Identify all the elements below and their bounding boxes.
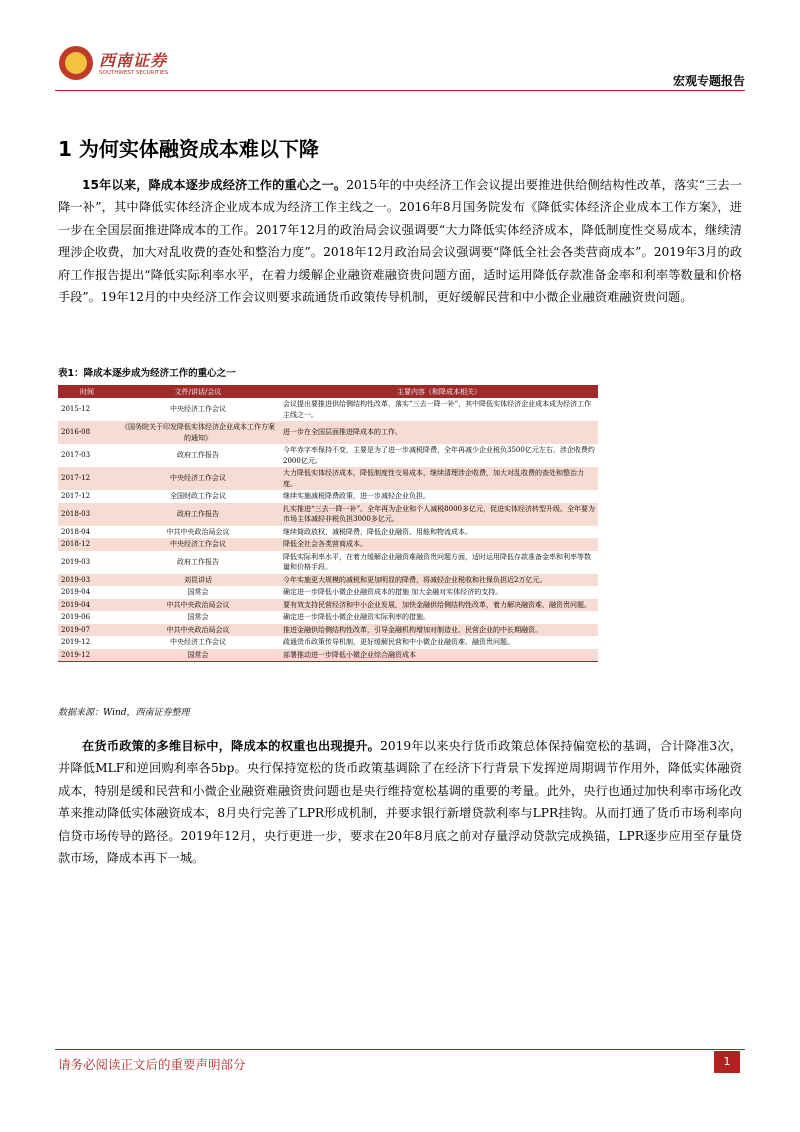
table-row — [58, 611, 598, 624]
table-row — [58, 503, 598, 526]
cell-document: 中央经济工作会议 — [116, 538, 280, 551]
table-row — [58, 599, 598, 612]
cell-date: 2019-04 — [58, 599, 116, 612]
column-header-content: 主要内容（和降成本相关） — [280, 385, 598, 398]
cell-document: 中央经济工作会议 — [116, 636, 280, 649]
cell-content: 降低实际利率水平，在着力缓解企业融资难融资贵问题方面，适时运用降低存款准备金率和利率等数量和价格手段。 — [280, 551, 598, 574]
cell-content: 今年实施更大规模的减税和更加明显的降费，将减轻企业税收和社保负担近2万亿元。 — [280, 574, 598, 587]
table-header-row — [58, 385, 598, 398]
cell-date: 2019-03 — [58, 551, 116, 574]
cell-date: 2018-03 — [58, 503, 116, 526]
table-row — [58, 538, 598, 551]
table-body — [58, 398, 598, 662]
cell-document: 中共中央政治局会议 — [116, 624, 280, 637]
footer-notice: 请务必阅读正文后的重要声明部分 — [58, 1057, 246, 1072]
cell-document: 中央经济工作会议 — [116, 467, 280, 490]
logo-emblem-icon — [59, 46, 93, 80]
section-heading: 1 为何实体融资成本难以下降 — [58, 137, 319, 161]
cell-date: 2019-03 — [58, 574, 116, 587]
cell-document: 刘昆讲话 — [116, 574, 280, 587]
table-row — [58, 636, 598, 649]
cell-content: 大力降低实体经济成本，降低制度性交易成本，继续清理涉企收费，加大对乱收费的查处和整治力度。 — [280, 467, 598, 490]
cell-document: 中共中央政治局会议 — [116, 526, 280, 539]
table-row — [58, 649, 598, 662]
table-title: 表1：降成本逐步成为经济工作的重心之一 — [58, 368, 236, 379]
cell-document: 国常会 — [116, 586, 280, 599]
cell-date: 2019-07 — [58, 624, 116, 637]
report-type: 宏观专题报告 — [672, 74, 745, 88]
cell-content: 扎实推进“三去一降一补”。全年再为企业和个人减税8000多亿元，促进实体经济转型升级。全年要为市场主体减轻非税负担3000多亿元。 — [280, 503, 598, 526]
cell-content: 确定进一步降低小微企业融资成本的措施 加大金融对实体经济的支持。 — [280, 586, 598, 599]
table-row — [58, 490, 598, 503]
paragraph-1-lead: 15年以来，降成本逐步成经济工作的重心之一。 — [82, 178, 347, 192]
cell-content: 继续简政放权，减税降费，降低企业融资、用能和物流成本。 — [280, 526, 598, 539]
cell-content: 推进金融供给侧结构性改革，引导金融机构增加对制造业、民营企业的中长期融资。 — [280, 624, 598, 637]
paragraph-1-body: 2015年的中央经济工作会议提出要推进供给侧结构性改革，落实“三去一降一补”，其中降低实体经济企业成本成为经济工作主线之一。2016年8月国务院发布《降低实体经济企业成本工作方案》，进一步在全国层面推进降成本的工作。2017年12月的政治局会议强调要“大力降低实体经济成本，降低制度性交易成本，继续清理涉企收费，加大对乱收费的查处和整治力度”。2018年12月政治局会议强调要“降低全社会各类营商成本”。2019年3月的政府工作报告提出“降低实际利率水平，在着力缓解企业融资难融资贵问题方面，适时运用降低存款准备金率和利率等数量和价格手段”。19年12月的中央经济工作会议则要求疏通货币政策传导机制，更好缓解民营和中小微企业融资难融资贵问题。 — [58, 178, 742, 305]
logo-english-name: SOUTHWEST SECURITIES — [99, 70, 169, 76]
policy-table — [58, 385, 598, 662]
cell-document: 《国务院关于印发降低实体经济企业成本工作方案的通知》 — [116, 421, 280, 444]
paragraph-2-body: 2019年以来央行货币政策总体保持偏宽松的基调，合计降准3次，并降低MLF和逆回购利率各5bp。央行保持宽松的货币政策基调除了在经济下行背景下发挥逆周期调节作用外，降低实体融资成本，特别是缓和民营和小微企业融资难融资贵问题也是央行维持宽松基调的重要的考量。此外，央行也通过加快利率市场化改革来推动降低实体融资成本，8月央行完善了LPR形成机制，并要求银行新增贷款利率与LPR挂钩。从而打通了货币市场利率向信贷市场传导的路径。2019年12月，央行更进一步，要求在20年8月底之前对存量浮动贷款完成换锚，LPR逐步应用至存量贷款市场，降成本再下一城。 — [58, 739, 742, 866]
cell-date: 2018-12 — [58, 538, 116, 551]
cell-content: 部署推动进一步降低小微企业综合融资成本 — [280, 649, 598, 662]
cell-date: 2017-12 — [58, 490, 116, 503]
table-row — [58, 574, 598, 587]
table-row — [58, 551, 598, 574]
paragraph-1 — [58, 174, 742, 308]
cell-date: 2017-03 — [58, 444, 116, 467]
footer-divider — [55, 1049, 745, 1050]
cell-document: 中央经济工作会议 — [116, 398, 280, 421]
cell-document: 中共中央政治局会议 — [116, 599, 280, 612]
cell-date: 2019-12 — [58, 636, 116, 649]
cell-content: 进一步在全国层面推进降成本的工作。 — [280, 421, 598, 444]
paragraph-2 — [58, 735, 742, 869]
cell-date: 2015-12 — [58, 398, 116, 421]
table-row — [58, 398, 598, 421]
header-divider — [55, 90, 745, 91]
table-row — [58, 421, 598, 444]
cell-date: 2017-12 — [58, 467, 116, 490]
cell-document: 政府工作报告 — [116, 503, 280, 526]
column-header-document: 文件/讲话/会议 — [116, 385, 280, 398]
company-logo — [59, 44, 189, 86]
page-header — [55, 44, 745, 90]
cell-date: 2019-06 — [58, 611, 116, 624]
column-header-date: 时间 — [58, 385, 116, 398]
cell-date: 2016-08 — [58, 421, 116, 444]
cell-document: 全国财政工作会议 — [116, 490, 280, 503]
page-number: 1 — [714, 1051, 740, 1073]
cell-document: 国常会 — [116, 611, 280, 624]
table-row — [58, 444, 598, 467]
cell-document: 政府工作报告 — [116, 444, 280, 467]
table-row — [58, 526, 598, 539]
cell-content: 今年赤字率保持不变，主要是为了进一步减税降费，全年再减少企业税负3500亿元左右、涉企收费约2000亿元。 — [280, 444, 598, 467]
cell-date: 2019-04 — [58, 586, 116, 599]
cell-document: 国常会 — [116, 649, 280, 662]
cell-date: 2019-12 — [58, 649, 116, 662]
table-row — [58, 586, 598, 599]
logo-chinese-name: 西南证券 — [99, 51, 168, 70]
table-row — [58, 624, 598, 637]
cell-document: 政府工作报告 — [116, 551, 280, 574]
cell-content: 降低全社会各类营商成本。 — [280, 538, 598, 551]
cell-content: 疏通货币政策传导机制，更好缓解民营和中小微企业融资难、融资贵问题。 — [280, 636, 598, 649]
table-source: 数据来源：Wind，西南证券整理 — [58, 708, 190, 718]
cell-content: 确定进一步降低小微企业融资实际利率的措施。 — [280, 611, 598, 624]
cell-content: 会议提出要推进供给侧结构性改革，落实“三去一降一补”，其中降低实体经济企业成本成为经济工作主线之一。 — [280, 398, 598, 421]
cell-content: 要有效支持民营经济和中小企业发展，加快金融供给侧结构性改革，着力解决融资难、融资贵问题。 — [280, 599, 598, 612]
cell-date: 2018-04 — [58, 526, 116, 539]
table-row — [58, 467, 598, 490]
cell-content: 继续实施减税降费政策，进一步减轻企业负担。 — [280, 490, 598, 503]
paragraph-2-lead: 在货币政策的多维目标中，降成本的权重也出现提升。 — [82, 739, 381, 753]
